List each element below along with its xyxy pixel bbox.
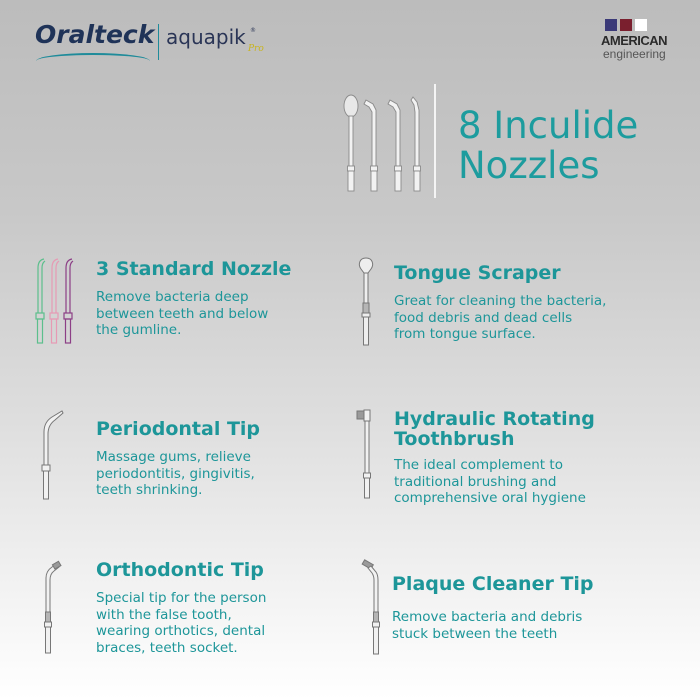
desc-line: braces, teeth socket. — [96, 639, 238, 656]
desc-line: Remove bacteria and debris — [392, 609, 583, 625]
hero-title — [458, 106, 638, 186]
logo-divider — [158, 24, 159, 60]
feature-desc-standard-nozzle — [96, 289, 268, 339]
feature-title-standard-nozzle: 3 Standard Nozzle — [96, 258, 292, 280]
registered-mark: ® — [250, 27, 256, 34]
feature-desc-tongue-scraper — [394, 293, 606, 343]
feature-desc-plaque-cleaner-tip — [392, 609, 582, 642]
feature-desc-orthodontic-tip — [96, 590, 266, 656]
american-engineering-flag-icon — [605, 19, 647, 31]
aquapik-logo: aquapik — [166, 25, 246, 49]
desc-line: stuck between the teeth — [392, 625, 558, 642]
desc-line: the gumline. — [96, 322, 182, 338]
feature-desc-periodontal-tip — [96, 449, 255, 499]
title-line: Toothbrush — [394, 428, 515, 450]
feature-title-tongue-scraper: Tongue Scraper — [394, 262, 561, 284]
rotating-toothbrush-icon — [355, 409, 379, 501]
feature-title-orthodontic-tip: Orthodontic Tip — [96, 559, 264, 581]
desc-line: food debris and dead cells — [394, 309, 573, 326]
feature-title-plaque-cleaner-tip: Plaque Cleaner Tip — [392, 573, 594, 595]
four-nozzles-image — [335, 90, 425, 195]
hero-title-line2: Nozzles — [458, 144, 600, 187]
periodontal-tip-icon — [38, 410, 68, 502]
desc-line: Great for cleaning the bacteria, — [394, 293, 607, 309]
oralteck-logo: Oralteck — [35, 20, 155, 49]
desc-line: wearing orthotics, dental — [96, 623, 266, 639]
orthodontic-tip-icon — [42, 562, 68, 657]
feature-title-rotating-toothbrush — [394, 409, 595, 449]
desc-line: between teeth and below — [96, 305, 269, 322]
desc-line: comprehensive oral hygiene — [394, 490, 586, 506]
title-line: Hydraulic Rotating — [394, 408, 595, 430]
desc-line: traditional brushing and — [394, 473, 557, 490]
plaque-cleaner-tip-icon — [360, 560, 386, 658]
desc-line: from tongue surface. — [394, 326, 536, 342]
american-engineering-logo-line2: engineering — [603, 47, 666, 61]
desc-line: Special tip for the person — [96, 590, 267, 606]
desc-line: teeth shrinking. — [96, 482, 203, 498]
standard-nozzles-icon — [34, 258, 79, 348]
hero-divider — [434, 84, 436, 198]
desc-line: with the false tooth, — [96, 606, 232, 623]
desc-line: Remove bacteria deep — [96, 289, 249, 305]
desc-line: Massage gums, relieve — [96, 449, 251, 465]
logo-swoosh — [36, 53, 150, 61]
feature-title-periodontal-tip: Periodontal Tip — [96, 418, 261, 440]
tongue-scraper-icon — [355, 257, 379, 349]
desc-line: The ideal complement to — [394, 457, 563, 473]
american-engineering-logo-line1: AMERICAN — [601, 33, 668, 48]
desc-line: periodontitis, gingivitis, — [96, 465, 255, 482]
feature-desc-rotating-toothbrush — [394, 457, 586, 507]
hero-title-line1: 8 Inculide — [458, 104, 639, 147]
aquapik-pro-label: Pro — [248, 44, 264, 54]
